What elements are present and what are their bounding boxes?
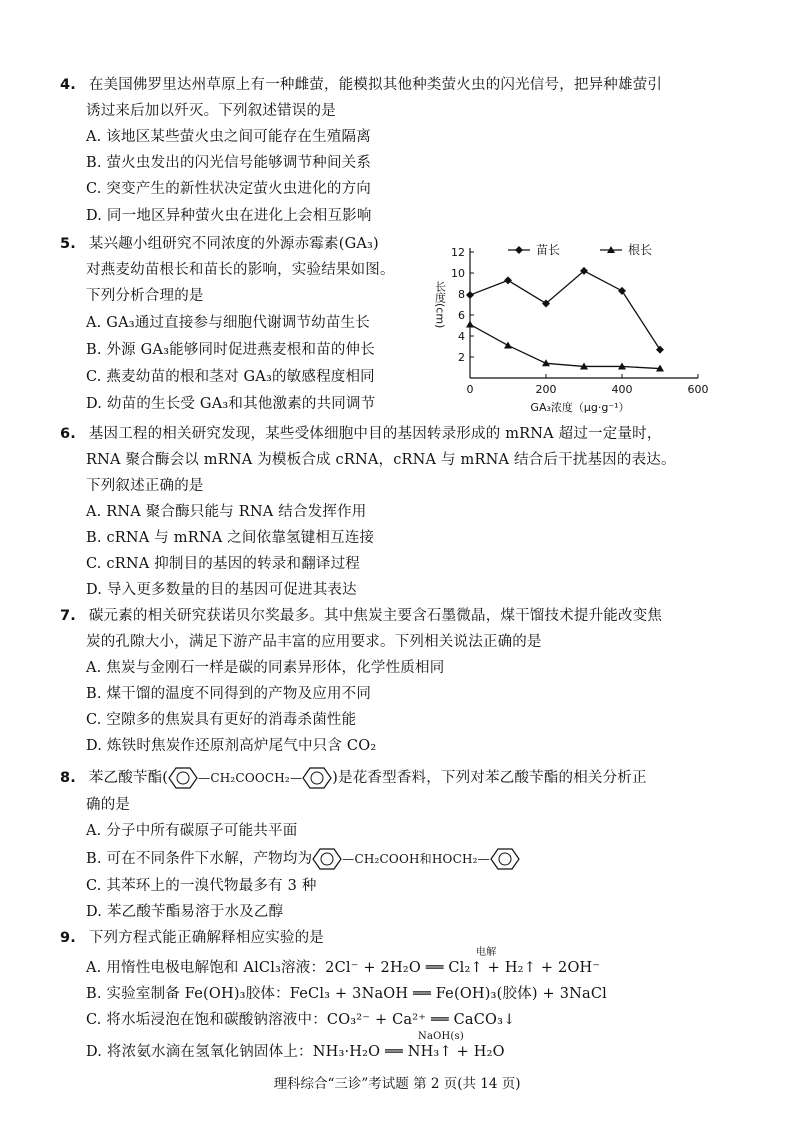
q4-number: 4. [60, 77, 76, 93]
q8-option-b-pre: B. 可在不同条件下水解，产物均为 [86, 851, 313, 867]
q6-option-a: A. RNA 聚合酶只能与 RNA 结合发挥作用 [86, 504, 367, 520]
q8-option-a: A. 分子中所有碳原子可能共平面 [86, 823, 298, 839]
data-point-苗长 [618, 287, 626, 295]
x-axis-label: GA₃浓度（μg·g⁻¹） [530, 401, 630, 414]
y-tick-label: 10 [451, 267, 465, 280]
q6-option-b: B. cRNA 与 mRNA 之间依靠氢键相互连接 [86, 530, 375, 546]
q9-number: 9. [60, 930, 76, 946]
y-tick-label: 12 [451, 246, 465, 259]
q6-stem-line1 [60, 424, 662, 444]
q8-option-c: C. 其苯环上的一溴代物最多有 3 种 [86, 878, 317, 894]
q7-number: 7. [60, 608, 76, 624]
q8-option-d: D. 苯乙酸苄酯易溶于水及乙醇 [86, 904, 284, 920]
q7-stem-line1 [60, 606, 662, 626]
q9-stem: 下列方程式能正确解释相应实验的是 [88, 930, 325, 946]
y-tick-label: 6 [458, 309, 465, 322]
q5-number: 5. [60, 236, 76, 252]
legend-label-苗长: 苗长 [536, 243, 561, 257]
q5-stem1: 某兴趣小组研究不同浓度的外源赤霉素(GA₃) [88, 236, 379, 252]
q5-option-b: B. 外源 GA₃能够同时促进燕麦根和苗的伸长 [86, 342, 375, 358]
data-point-苗长 [656, 346, 664, 354]
q7-stem2: 炭的孔隙大小，满足下游产品丰富的应用要求。下列相关说法正确的是 [86, 634, 542, 650]
x-tick-label: 600 [687, 383, 709, 396]
q9-option-a: A. 用惰性电极电解饱和 AlCl₃溶液：2Cl⁻ + 2H₂O ══ Cl₂↑ + H₂↑ + 2OH⁻ [86, 960, 601, 976]
x-tick-label: 200 [535, 383, 557, 396]
q4-stem-line1 [60, 75, 662, 95]
q9-a-condition: 电解 [476, 947, 497, 958]
q8-number: 8. [60, 770, 76, 786]
q7-option-d: D. 炼铁时焦炭作还原剂高炉尾气中只含 CO₂ [86, 738, 377, 754]
benzene-ring-icon [312, 847, 342, 871]
q6-stem1: 基因工程的相关研究发现，某些受体细胞中目的基因转录形成的 mRNA 超过一定量时， [88, 426, 662, 442]
q8-struct-chain: CH₂COOCH₂ [210, 771, 290, 785]
y-tick-label: 8 [458, 288, 465, 301]
q6-stem3: 下列叙述正确的是 [86, 478, 204, 494]
q4-option-d: D. 同一地区异种萤火虫在进化上会相互影响 [86, 208, 372, 224]
q4-stem2: 诱过来后加以歼灭。下列叙述错误的是 [86, 103, 336, 119]
q8-stem-line1: 8. 苯乙酸苄酯( —CH₂COOCH₂— )是花香型香料，下列对苯乙酸苄酯的相关分析正 [60, 766, 647, 792]
q4-option-c: C. 突变产生的新性状决定萤火虫进化的方向 [86, 181, 371, 197]
y-axis-label: 长度(cm) [433, 281, 447, 329]
q9-d-condition: NaOH(s) [418, 1031, 464, 1042]
q7-stem1: 碳元素的相关研究获诺贝尔奖最多。其中焦炭主要含石墨微晶，煤干馏技术提升能改变焦 [88, 608, 663, 624]
q6-option-c: C. cRNA 抑制目的基因的转录和翻译过程 [86, 556, 361, 572]
benzene-ring-icon [168, 766, 198, 790]
q5-stem2: 对燕麦幼苗根长和苗长的影响，实验结果如图。 [86, 262, 395, 278]
x-tick-label: 0 [466, 383, 474, 396]
q8-option-b: B. 可在不同条件下水解，产物均为 —CH₂COOH和HOCH₂— [86, 847, 520, 873]
q5-option-a: A. GA₃通过直接参与细胞代谢调节幼苗生长 [86, 315, 370, 331]
series-line-苗长 [470, 271, 660, 350]
q8-stem2: 确的是 [86, 797, 131, 813]
page-footer: 理科综合“三诊”考试题 第 2 页(共 14 页) [273, 1076, 521, 1092]
data-point-苗长 [466, 291, 474, 299]
q4-option-a: A. 该地区某些萤火虫之间可能存在生殖隔离 [86, 129, 371, 145]
q7-option-c: C. 空隙多的焦炭具有更好的消毒杀菌性能 [86, 712, 357, 728]
q9-stem-line [60, 928, 324, 948]
legend-label-根长: 根长 [628, 243, 653, 257]
q9-option-c: C. 将水垢浸泡在饱和碳酸钠溶液中：CO₃²⁻ + Ca²⁺ ══ CaCO₃↓ [86, 1012, 516, 1028]
y-tick-label: 4 [458, 330, 465, 343]
q6-number: 6. [60, 426, 76, 442]
q5-stem-line1 [60, 234, 379, 254]
q5-option-d: D. 幼苗的生长受 GA₃和其他激素的共同调节 [86, 396, 376, 412]
y-tick-label: 2 [458, 351, 465, 364]
q7-option-a: A. 焦炭与金刚石一样是碳的同素异形体，化学性质相同 [86, 660, 445, 676]
series-line-根长 [470, 324, 660, 368]
benzene-ring-icon [490, 847, 520, 871]
q8-option-b-products: CH₂COOH和HOCH₂ [354, 852, 478, 866]
q8-stem-post: )是花香型香料，下列对苯乙酸苄酯的相关分析正 [332, 770, 647, 786]
q6-option-d: D. 导入更多数量的目的基因可促进其表达 [86, 582, 357, 598]
q9-option-b: B. 实验室制备 Fe(OH)₃胶体：FeCl₃ + 3NaOH ══ Fe(OH)₃(胶体) + 3NaCl [86, 986, 607, 1002]
q4-stem1: 在美国佛罗里达州草原上有一种雌萤，能模拟其他种类萤火虫的闪光信号，把异种雄萤引 [88, 77, 663, 93]
benzene-ring-icon [302, 766, 332, 790]
q8-stem-pre: 苯乙酸苄酯( [88, 770, 169, 786]
q5-stem3: 下列分析合理的是 [86, 288, 204, 304]
q9-option-d: D. 将浓氨水滴在氢氧化钠固体上：NH₃·H₂O ══ NH₃↑ + H₂O [86, 1044, 505, 1060]
data-point-根长 [466, 320, 474, 327]
q5-line-chart [428, 238, 718, 420]
q7-option-b: B. 煤干馏的温度不同得到的产物及应用不同 [86, 686, 372, 702]
q4-option-b: B. 萤火虫发出的闪光信号能够调节种间关系 [86, 155, 372, 171]
data-point-根长 [504, 341, 512, 348]
q6-stem2: RNA 聚合酶会以 mRNA 为模板合成 cRNA，cRNA 与 mRNA 结合后干扰基因的表达。 [86, 452, 676, 468]
q5-option-c: C. 燕麦幼苗的根和茎对 GA₃的敏感程度相同 [86, 369, 375, 385]
data-point-苗长 [504, 276, 512, 284]
legend-marker-苗长 [515, 246, 523, 254]
x-tick-label: 400 [611, 383, 633, 396]
data-point-根长 [542, 359, 550, 366]
